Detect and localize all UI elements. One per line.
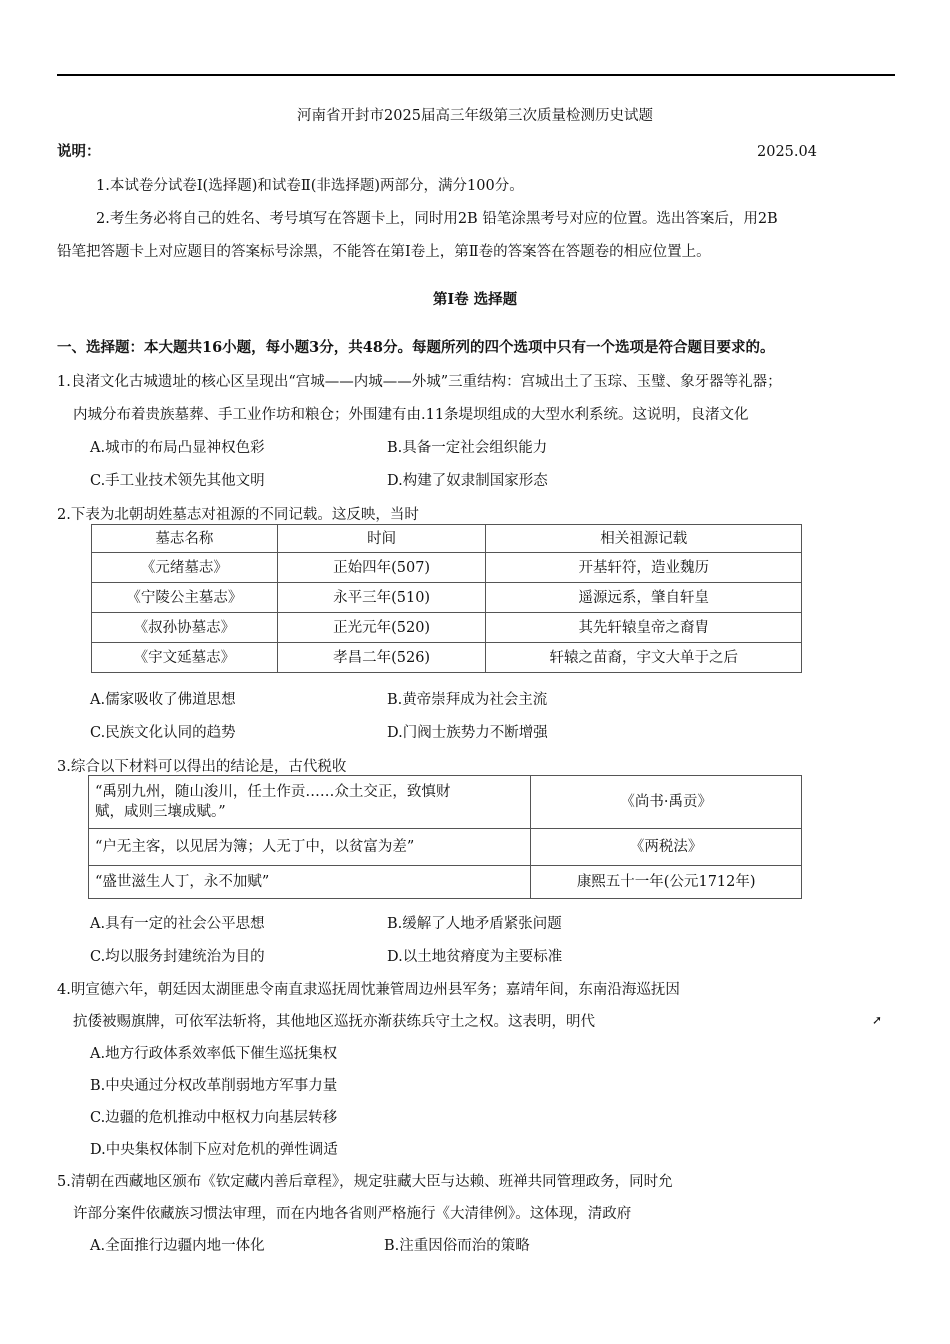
q3-option-d[interactable]: D.以土地贫瘠度为主要标准: [387, 949, 563, 965]
q2-option-c[interactable]: C.民族文化认同的趋势: [90, 725, 236, 741]
q4-stem-line2: 抗倭被赐旗牌，可依军法斩将，其他地区巡抚亦渐获练兵守土之权。这表明，明代: [73, 1014, 595, 1030]
table-row: [92, 583, 802, 613]
instruction-2: 2.考生务必将自己的姓名、考号填写在答题卡上，同时用2B 铅笔涂黑考号对应的位置。选出答案后，用2B: [96, 211, 778, 227]
q1-option-c[interactable]: C.手工业技术领先其他文明: [90, 473, 265, 489]
q4-stem-line1: 4.明宣德六年，朝廷因太湖匪患令南直隶巡抚周忱兼管周边州县军务；嘉靖年间，东南沿海巡抚因: [57, 982, 680, 998]
q4-option-d[interactable]: D.中央集权体制下应对危机的弹性调适: [90, 1142, 338, 1158]
table-header-row: [92, 525, 802, 553]
quote-line: 赋，咸则三壤成赋。”: [95, 804, 226, 820]
q3-option-a[interactable]: A.具有一定的社会公平思想: [90, 916, 265, 932]
table-row: [92, 553, 802, 583]
table-cell-source: 康熙五十一年(公元1712年): [531, 866, 802, 899]
q1-stem-line2: 内城分布着贵族墓葬、手工业作坊和粮仓；外围建有由.11条堤坝组成的大型水利系统。这说明，良渚文化: [73, 407, 749, 423]
table-row: [89, 776, 802, 829]
q5-option-b[interactable]: B.注重因俗而治的策略: [384, 1238, 530, 1254]
table-cell: 《叔孙协墓志》: [92, 613, 278, 643]
table-cell: 《宇文延墓志》: [92, 643, 278, 673]
q5-stem-line1: 5.清朝在西藏地区颁布《钦定藏内善后章程》，规定驻藏大臣与达赖、班禅共同管理政务，同时允: [57, 1174, 673, 1190]
q2-option-a[interactable]: A.儒家吸收了佛道思想: [90, 692, 236, 708]
q1-option-d[interactable]: D.构建了奴隶制国家形态: [387, 473, 548, 489]
q2-option-d[interactable]: D.门阀士族势力不断增强: [387, 725, 548, 741]
table-cell-quote: “盛世滋生人丁，永不加赋”: [89, 866, 531, 899]
cursor-arrow-icon: ➚: [872, 1013, 883, 1027]
q5-option-a[interactable]: A.全面推行边疆内地一体化: [90, 1238, 265, 1254]
q1-option-b[interactable]: B.具备一定社会组织能力: [387, 440, 548, 456]
table-cell: 《元绪墓志》: [92, 553, 278, 583]
q3-table: [88, 775, 802, 899]
note-label: 说明：: [57, 143, 101, 160]
q3-stem: 3.综合以下材料可以得出的结论是，古代税收: [57, 759, 347, 775]
instruction-1: 1.本试卷分试卷Ⅰ(选择题)和试卷Ⅱ(非选择题)两部分，满分100分。: [96, 178, 524, 194]
table-cell-quote: [89, 776, 531, 829]
table-cell-quote: “户无主客，以见居为簿；人无丁中，以贫富为差”: [89, 829, 531, 866]
table-cell: 永平三年(510): [277, 583, 486, 613]
q4-option-a[interactable]: A.地方行政体系效率低下催生巡抚集权: [90, 1046, 338, 1062]
table-header-cell: 相关祖源记载: [486, 525, 802, 553]
section-heading: 一、选择题：本大题共16小题，每小题3分，共48分。每题所列的四个选项中只有一个选项是符合题目要求的。: [57, 339, 775, 356]
q2-table: [91, 524, 802, 673]
table-cell-source: 《两税法》: [531, 829, 802, 866]
q5-stem-line2: 许部分案件依藏族习惯法审理，而在内地各省则严格施行《大清律例》。这体现，清政府: [73, 1206, 632, 1222]
q4-option-c[interactable]: C.边疆的危机推动中枢权力向基层转移: [90, 1110, 338, 1126]
table-cell: 正始四年(507): [277, 553, 486, 583]
table-cell: 孝昌二年(526): [277, 643, 486, 673]
q3-option-b[interactable]: B.缓解了人地矛盾紧张问题: [387, 916, 562, 932]
table-cell: 正光元年(520): [277, 613, 486, 643]
table-cell: 《宁陵公主墓志》: [92, 583, 278, 613]
table-header-cell: 时间: [277, 525, 486, 553]
table-cell-source: 《尚书·禹贡》: [531, 776, 802, 829]
quote-line: “禹别九州，随山浚川，任土作贡……众土交正，致慎财: [95, 784, 451, 800]
table-cell: 遥源远系，肇自轩皇: [486, 583, 802, 613]
q1-stem-line1: 1.良渚文化古城遗址的核心区呈现出“宫城——内城——外城”三重结构：宫城出土了玉琮、玉璧、象牙器等礼器；: [57, 374, 782, 390]
q4-option-b[interactable]: B.中央通过分权改革削弱地方军事力量: [90, 1078, 338, 1094]
table-row: [89, 829, 802, 866]
q2-option-b[interactable]: B.黄帝崇拜成为社会主流: [387, 692, 548, 708]
table-cell: 其先轩辕皇帝之裔胄: [486, 613, 802, 643]
table-cell: 轩辕之苗裔，宇文大单于之后: [486, 643, 802, 673]
table-header-cell: 墓志名称: [92, 525, 278, 553]
top-rule: [57, 74, 895, 76]
instruction-2-cont: 铅笔把答题卡上对应题目的答案标号涂黑，不能答在第Ⅰ卷上，第Ⅱ卷的答案答在答题卷的相应位置上。: [57, 244, 711, 260]
q3-option-c[interactable]: C.均以服务封建统治为目的: [90, 949, 265, 965]
exam-title: 河南省开封市2025届高三年级第三次质量检测历史试题: [297, 108, 653, 124]
exam-date: 2025.04: [757, 144, 817, 160]
table-cell: 开基轩符，造业魏历: [486, 553, 802, 583]
table-row: [92, 643, 802, 673]
table-row: [89, 866, 802, 899]
q2-stem: 2.下表为北朝胡姓墓志对祖源的不同记载。这反映，当时: [57, 507, 419, 523]
section-title: 第Ⅰ卷 选择题: [432, 291, 518, 308]
q1-option-a[interactable]: A.城市的布局凸显神权色彩: [90, 440, 265, 456]
table-row: [92, 613, 802, 643]
